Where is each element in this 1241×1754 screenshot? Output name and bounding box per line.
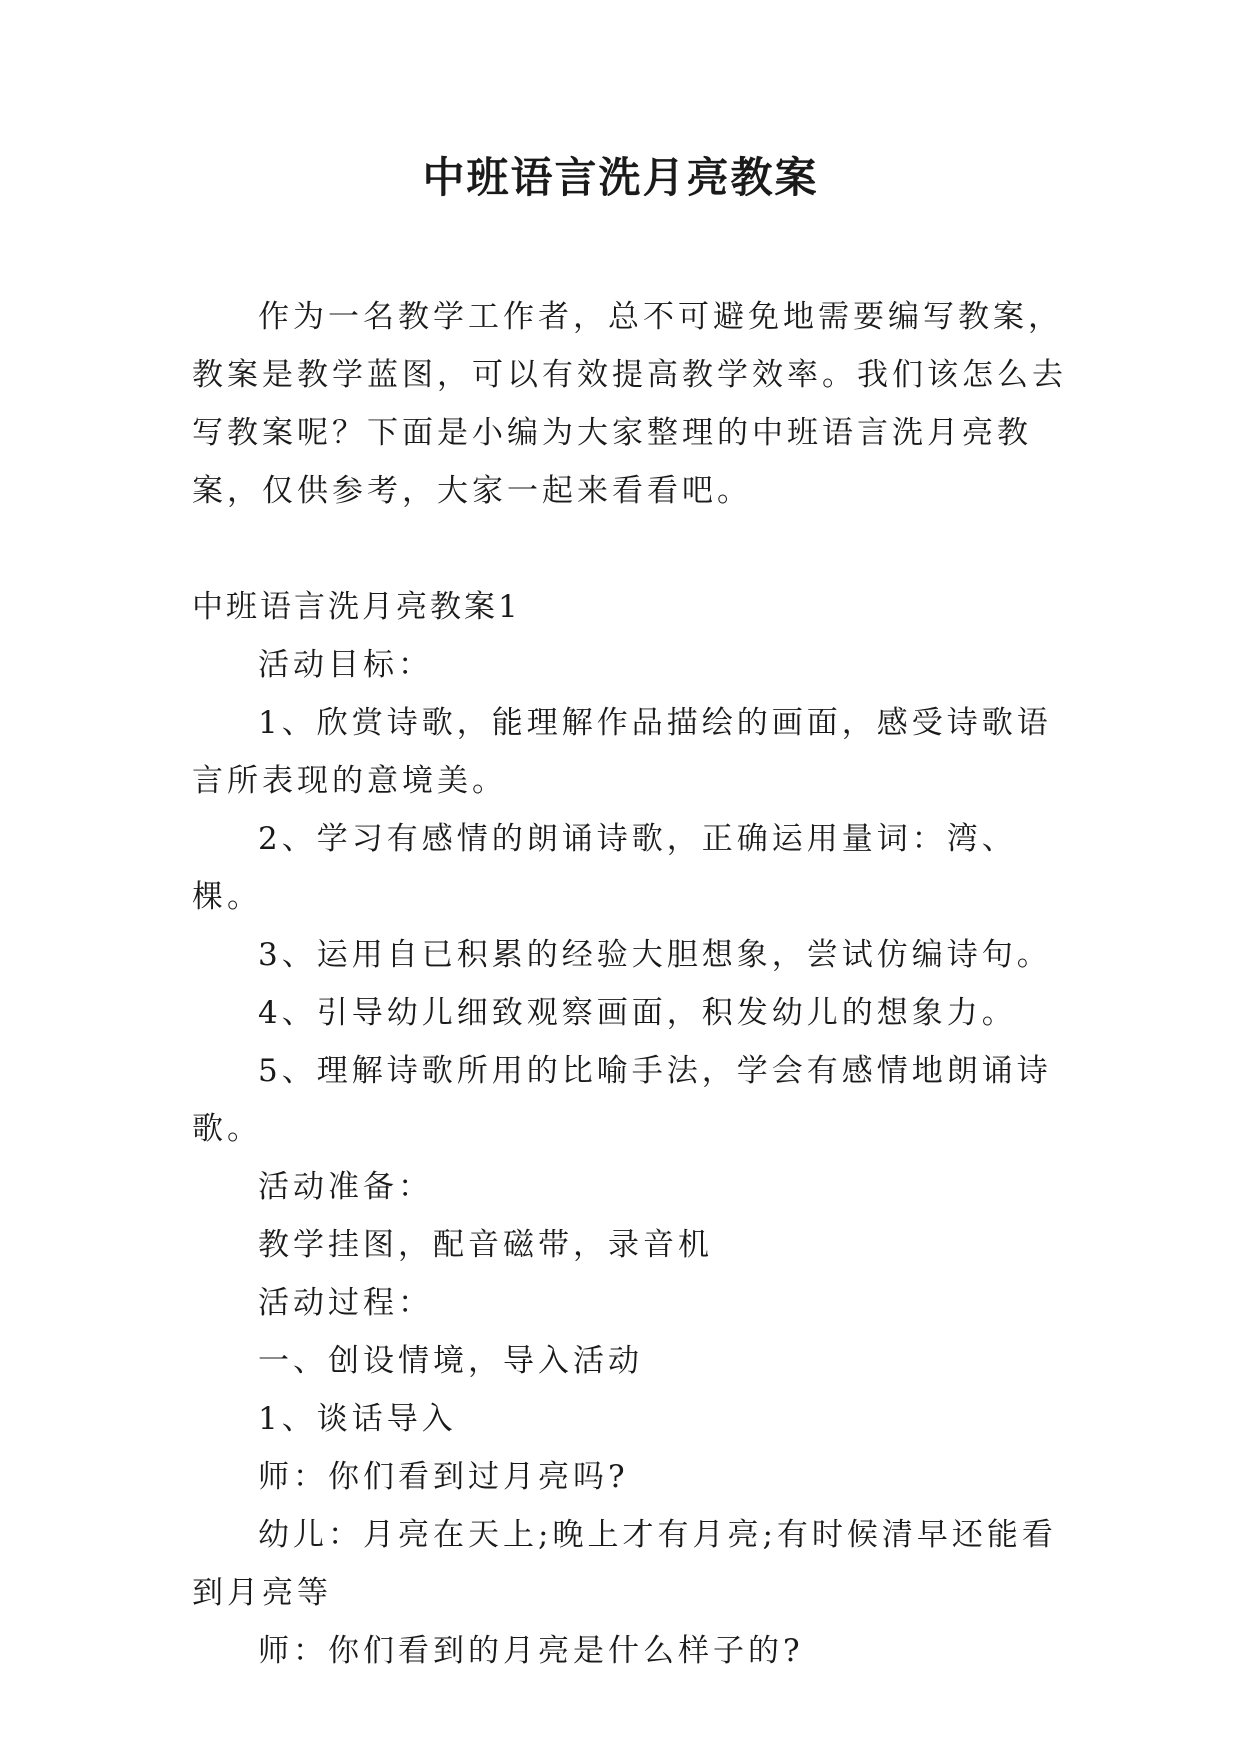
document-title: 中班语言洗月亮教案: [422, 153, 819, 202]
paragraph-goal-4: 4、引导幼儿细致观察画面，积发幼儿的想象力。: [258, 995, 1017, 1031]
paragraph-materials: 教学挂图，配音磁带，录音机: [258, 1227, 713, 1263]
paragraph-goal-1: 1、欣赏诗歌，能理解作品描绘的画面，感受诗歌语言所表现的意境美。: [192, 705, 1052, 799]
document-body: [192, 288, 1072, 1680]
paragraph-step-1-1: 1、谈话导入: [258, 1401, 457, 1437]
paragraph-goal-3: 3、运用自已积累的经验大胆想象，尝试仿编诗句。: [258, 937, 1052, 973]
intro-paragraph: 作为一名教学工作者，总不可避免地需要编写教案，教案是教学蓝图，可以有效提高教学效率。我们该怎么去写教案呢？下面是小编为大家整理的中班语言洗月亮教案，仅供参考，大家一起来看看吧。: [192, 299, 1067, 509]
paragraph-goal-5: 5、理解诗歌所用的比喻手法，学会有感情地朗诵诗歌。: [192, 1053, 1052, 1147]
paragraph-children-answer: 幼儿：月亮在天上;晚上才有月亮;有时候清早还能看到月亮等: [192, 1517, 1057, 1611]
paragraph-activity-process: 活动过程：: [258, 1285, 433, 1321]
section-heading: 中班语言洗月亮教案1: [192, 589, 521, 625]
paragraph-teacher-question-1: 师：你们看到过月亮吗?: [258, 1459, 629, 1495]
paragraph-goal-2: 2、学习有感情的朗诵诗歌，正确运用量词：湾、棵。: [192, 821, 1017, 915]
paragraph-step-1: 一、创设情境，导入活动: [258, 1343, 643, 1379]
paragraph-teacher-question-2: 师：你们看到的月亮是什么样子的?: [258, 1633, 804, 1669]
paragraph-activity-preparation: 活动准备：: [258, 1169, 433, 1205]
paragraph-activity-goals: 活动目标：: [258, 647, 433, 683]
